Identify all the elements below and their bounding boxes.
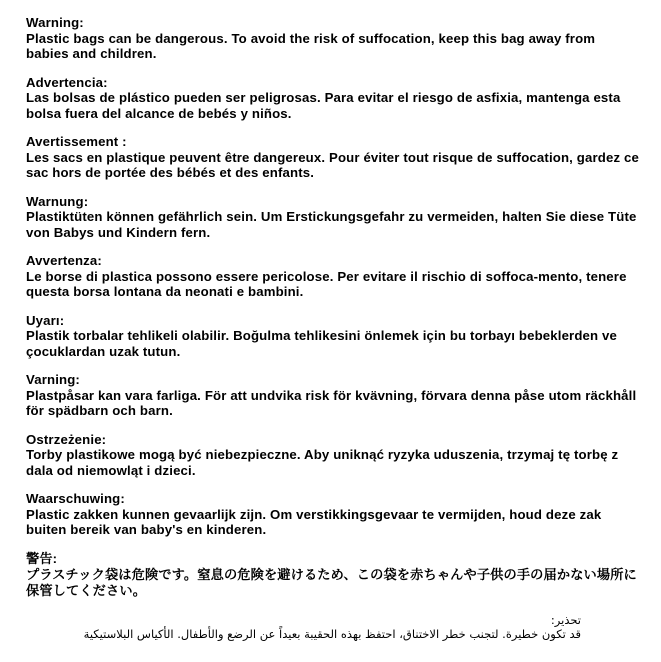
warning-text-pl: Torby plastikowe mogą być niebezpieczne. Aby uniknąć ryzyka uduszenia, trzymaj tę torbę z dala od niemowląt i dzieci.: [26, 447, 619, 478]
warning-block-pl: [26, 432, 641, 479]
warning-heading-ar: تحذير:: [550, 612, 581, 627]
warning-text-nl: Plastic zakken kunnen gevaarlijk zijn. Om verstikkingsgevaar te vermijden, houd deze zak buiten bereik van baby's en kinderen.: [26, 506, 602, 537]
warning-block-es: [26, 75, 641, 122]
warning-heading-it: Avvertenza:: [26, 253, 102, 268]
warning-text-en: Plastic bags can be dangerous. To avoid the risk of suffocation, keep this bag away from babies and children.: [26, 30, 596, 61]
warning-block-sv: [26, 372, 641, 419]
warning-heading-sv: Varning:: [26, 372, 80, 387]
warning-block-nl: [26, 491, 641, 538]
warning-heading-ja: 警告:: [26, 550, 58, 566]
warning-heading-pl: Ostrzeżenie:: [26, 431, 107, 447]
warning-block-ja: [26, 551, 641, 599]
warning-heading-de: Warnung:: [26, 193, 89, 209]
warning-text-de: Plastiktüten können gefährlich sein. Um Erstickungsgefahr zu vermeiden, halten Sie diese Tüte von Babys und Kindern fern.: [26, 209, 637, 240]
warning-text-es: Las bolsas de plástico pueden ser peligrosas. Para evitar el riesgo de asfixia, mantenga esta bolsa fuera del alcance de bebés y niños.: [26, 90, 621, 121]
warning-heading-en: Warning:: [26, 15, 84, 30]
warning-text-fr: Les sacs en plastique peuvent être dangereux. Pour éviter tout risque de suffocation, gardez ce sac hors de portée des bébés et des enfants.: [26, 149, 639, 180]
warning-block-en: [26, 15, 641, 62]
warning-text-tr: Plastik torbalar tehlikeli olabilir. Boğulma tehlikesini önlemek için bu torbayı bebeklerden ve çocuklardan uzak tutun.: [26, 328, 618, 359]
warning-text-ar: قد تكون خطيرة. لتجنب خطر الاختناق، احتفظ بهذه الحقيبة بعيداً عن الرضع والأطفال. الأكياس البلاستيكية: [83, 626, 581, 641]
warning-block-it: [26, 253, 641, 300]
warning-heading-es: Advertencia:: [26, 74, 108, 90]
warning-block-de: [26, 194, 641, 241]
warning-text-sv: Plastpåsar kan vara farliga. För att undvika risk för kvävning, förvara denna påse utom räckhåll för spädbarn och barn.: [26, 387, 637, 418]
warning-heading-tr: Uyarı:: [26, 312, 65, 328]
warning-block-ar: [26, 613, 581, 641]
warning-heading-fr: Avertissement :: [26, 134, 127, 149]
warning-block-tr: [26, 313, 641, 360]
warning-heading-nl: Waarschuwing:: [26, 491, 125, 506]
warning-text-it: Le borse di plastica possono essere pericolose. Per evitare il rischio di soffoca-mento, tenere questa borsa lontana da neonati e bambini.: [26, 268, 627, 299]
warning-block-fr: [26, 134, 641, 181]
warning-text-ja: プラスチック袋は危険です。窒息の危険を避けるため、この袋を赤ちゃんや子供の手の届かない場所に保管してください。: [26, 566, 637, 598]
